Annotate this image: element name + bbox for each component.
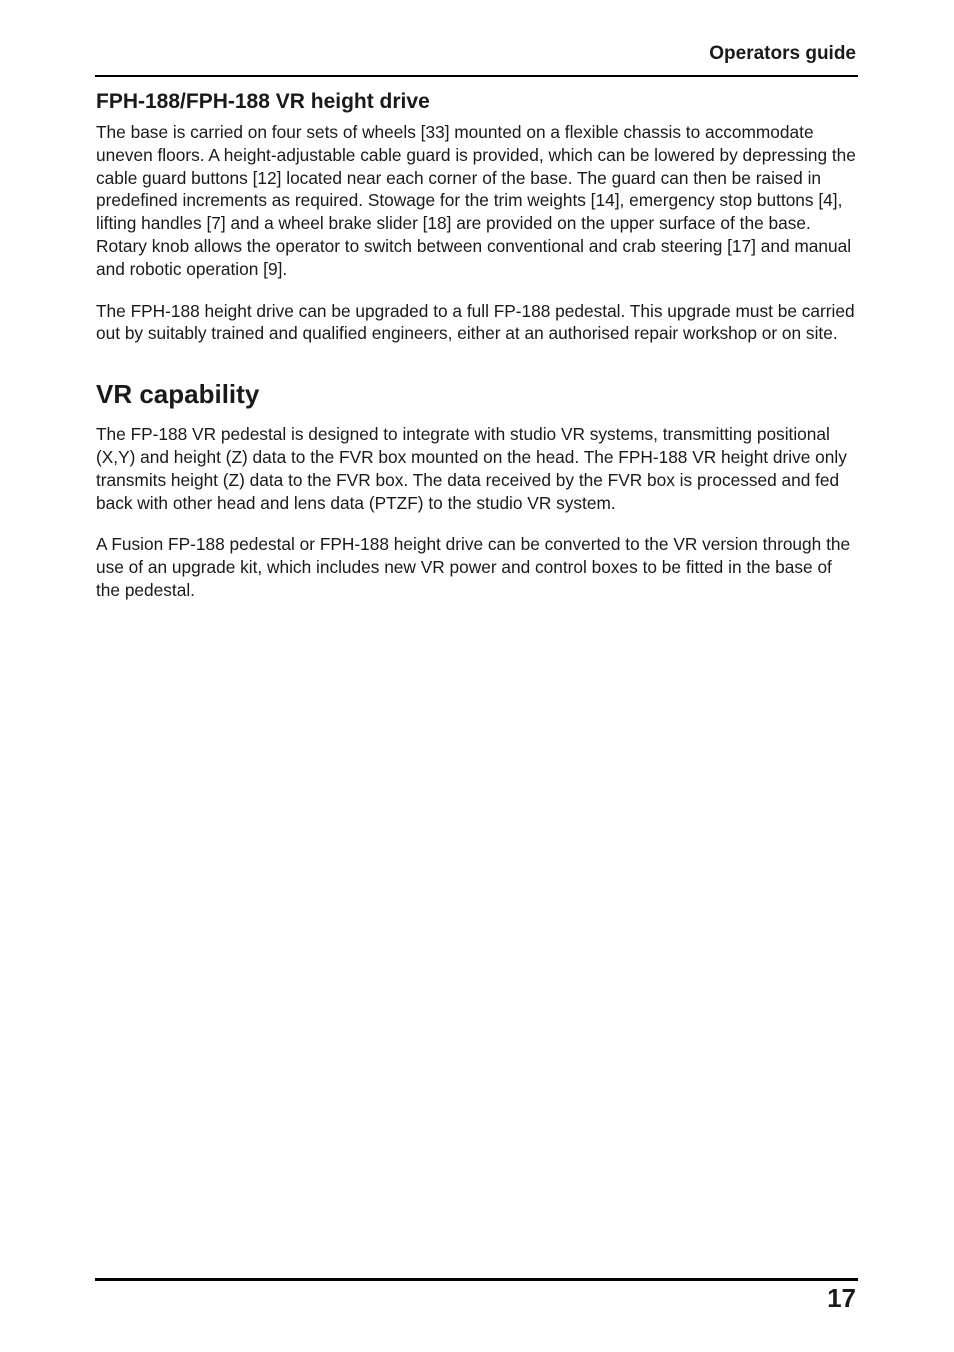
height-drive-paragraph-2: The FPH-188 height drive can be upgraded to a full FP-188 pedestal. This upgrade must be carried out by suitably trained and qualified engineers, either at an authorised repair workshop or on site. [96, 300, 855, 344]
header-rule [95, 75, 858, 77]
page-number: 17 [827, 1283, 856, 1313]
vr-capability-heading: VR capability [96, 379, 260, 410]
footer-rule [95, 1278, 858, 1281]
height-drive-paragraph-1: The base is carried on four sets of wheels [33] mounted on a flexible chassis to accommodate uneven floors. A height-adjustable cable guard is provided, which can be lowered by depressing the cable guard buttons [12] located near each corner of the base. The guard can then be raised in predefined increments as required. Stowage for the trim weights [14], emergency stop buttons [4], lifting handles [7] and a wheel brake slider [18] are provided on the upper surface of the base. Rotary knob allows the operator to switch between conventional and crab steering [17] and manual and robotic operation [9]. [96, 122, 856, 279]
running-header: Operators guide [709, 43, 856, 64]
vr-capability-paragraph-1: The FP-188 VR pedestal is designed to integrate with studio VR systems, transmitting positional (X,Y) and height (Z) data to the FVR box mounted on the head. The FPH-188 VR height drive only transmits height (Z) data to the FVR box. The data received by the FVR box is processed and fed back with other head and lens data (PTZF) to the studio VR system. [96, 424, 847, 513]
height-drive-heading: FPH-188/FPH-188 VR height drive [96, 90, 430, 113]
vr-capability-paragraph-2: A Fusion FP-188 pedestal or FPH-188 height drive can be converted to the VR version through the use of an upgrade kit, which includes new VR power and control boxes to be fitted in the base of the pedestal. [96, 534, 851, 600]
page-content [96, 89, 858, 621]
